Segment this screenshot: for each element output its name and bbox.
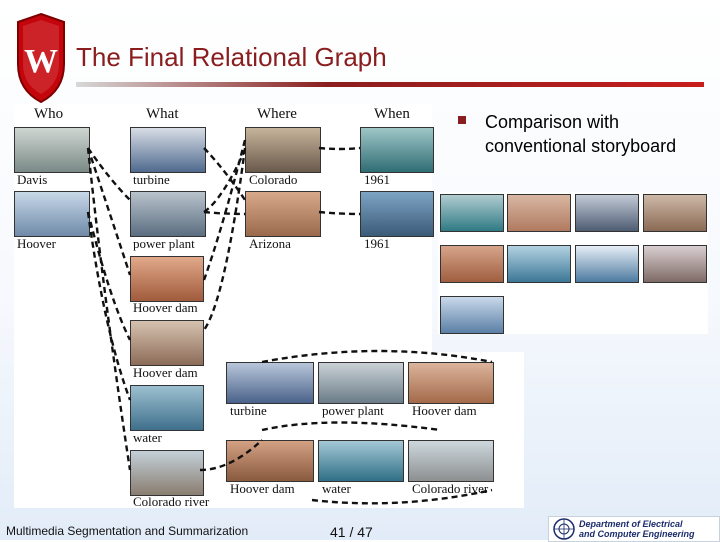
graph-node-label: Hoover dam (133, 365, 198, 380)
graph-node-thumb (130, 127, 206, 173)
graph-node-thumb (318, 440, 404, 482)
storyboard-frame (440, 296, 504, 334)
department-logo (548, 516, 720, 542)
column-header-who: Who (34, 106, 64, 122)
graph-node-label: Hoover dam (412, 403, 477, 418)
university-crest-logo (12, 12, 70, 104)
slide-title: The Final Relational Graph (76, 42, 387, 72)
graph-node-thumb (14, 191, 90, 237)
storyboard-frame (507, 245, 571, 283)
graph-node-thumb (130, 450, 204, 496)
bullet-square-icon (458, 116, 466, 124)
footer-course-title: Multimedia Segmentation and Summarization (6, 524, 249, 538)
storyboard-frame (440, 245, 504, 283)
graph-node-label: Hoover dam (133, 300, 198, 315)
graph-node-thumb (130, 256, 204, 302)
graph-node-label: 1961 (364, 236, 390, 251)
graph-node-thumb (360, 191, 434, 237)
storyboard-frame (440, 194, 504, 232)
graph-node-thumb (130, 320, 204, 366)
bullet-text: Comparison with conventional storyboard (485, 112, 677, 156)
department-name (579, 519, 695, 539)
department-name-line-2: and Computer Engineering (579, 529, 695, 539)
department-seal-icon (553, 518, 575, 540)
graph-node-label: turbine (230, 403, 267, 418)
storyboard-frame (643, 245, 707, 283)
department-name-line-1: Department of Electrical (579, 519, 683, 529)
column-header-when: When (374, 106, 410, 122)
column-header-where: Where (257, 106, 297, 122)
graph-node-label: power plant (322, 403, 384, 418)
graph-node-label: Davis (17, 172, 48, 187)
graph-node-thumb (130, 191, 206, 237)
graph-node-label: Colorado river (412, 481, 489, 496)
graph-node-label: Arizona (249, 236, 291, 251)
page-number: 41 / 47 (330, 524, 373, 540)
graph-node-label: Colorado river (133, 494, 210, 509)
graph-node-thumb (408, 362, 494, 404)
graph-node-thumb (318, 362, 404, 404)
graph-node-label: Hoover dam (230, 481, 295, 496)
graph-node-thumb (14, 127, 90, 173)
storyboard-frame (507, 194, 571, 232)
storyboard-frame (575, 245, 639, 283)
title-divider (76, 82, 704, 87)
graph-node-label: turbine (133, 172, 170, 187)
column-header-what: What (146, 106, 179, 122)
graph-node-label: water (133, 430, 162, 445)
graph-node-label: Colorado (249, 172, 298, 187)
graph-node-label: 1961 (364, 172, 390, 187)
graph-node-thumb (226, 362, 314, 404)
graph-node-thumb (130, 385, 204, 431)
graph-node-thumb (226, 440, 314, 482)
graph-node-thumb (245, 191, 321, 237)
storyboard-frame (575, 194, 639, 232)
graph-node-label: Hoover (17, 236, 56, 251)
graph-node-thumb (360, 127, 434, 173)
graph-node-label: water (322, 481, 351, 496)
graph-node-thumb (245, 127, 321, 173)
graph-node-thumb (408, 440, 494, 482)
storyboard-frame (643, 194, 707, 232)
graph-node-label: power plant (133, 236, 195, 251)
svg-text:W: W (24, 43, 58, 80)
